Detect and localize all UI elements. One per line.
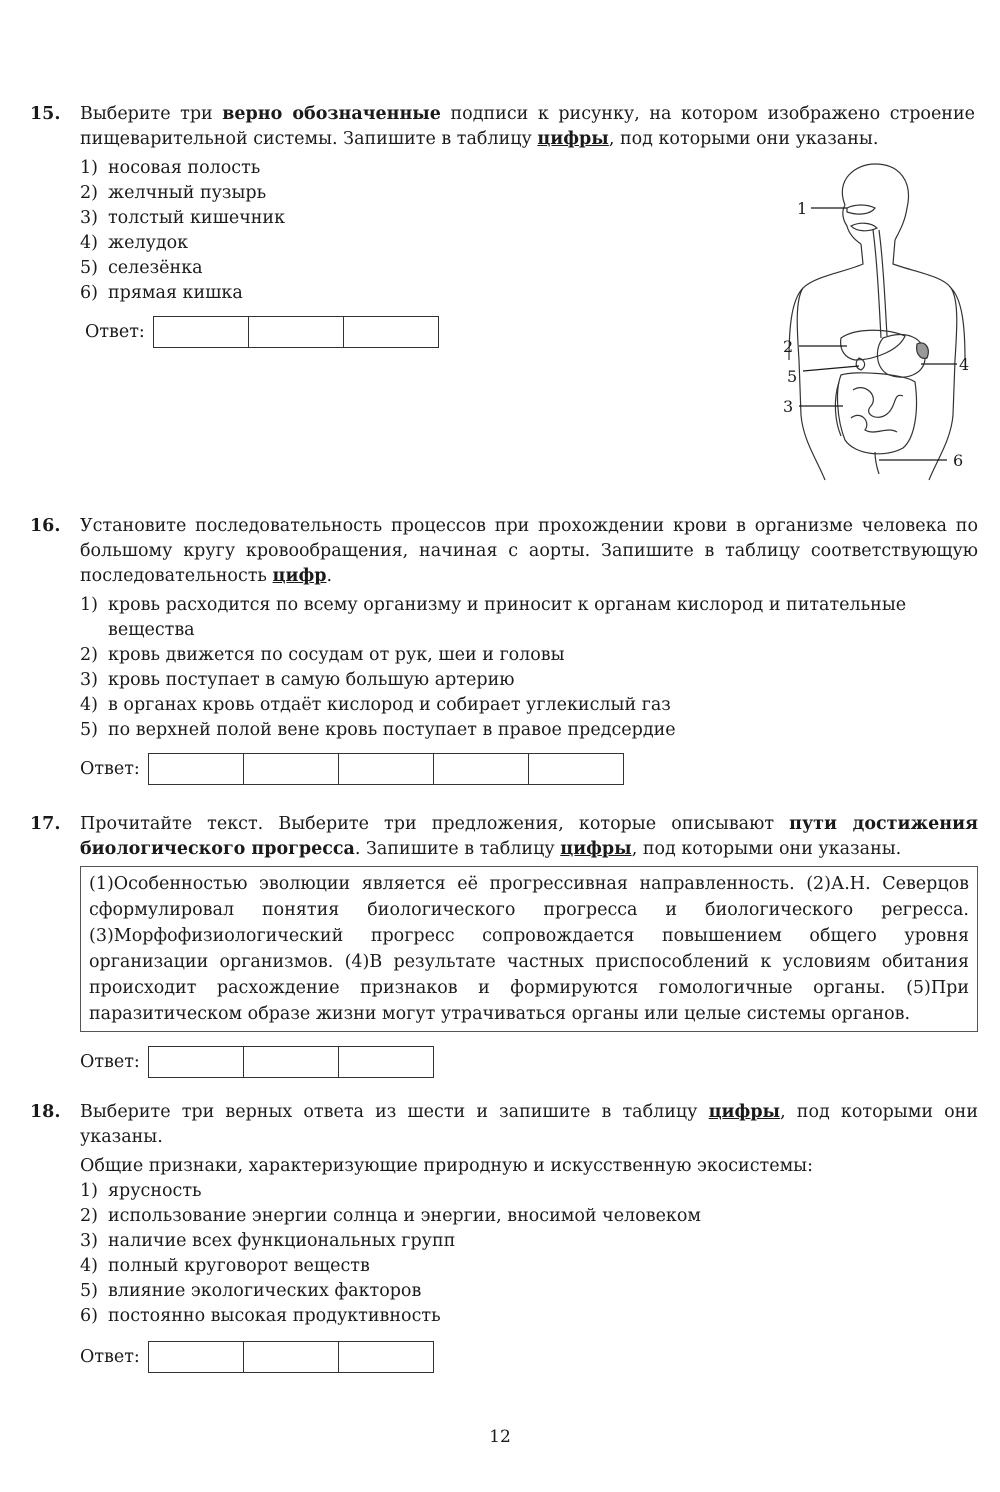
answer-cell[interactable]	[244, 1342, 339, 1372]
list-item	[80, 1229, 978, 1254]
list-item	[80, 1179, 978, 1204]
option-text: в органах кровь отдаёт кислород и собирает углекислый газ	[108, 695, 671, 715]
intro-text: Выберите три	[80, 104, 223, 124]
option-number: 4)	[80, 233, 98, 253]
figure-label-3: 3	[783, 397, 794, 416]
option-number: 2)	[80, 183, 98, 203]
question-17	[30, 812, 978, 1078]
intro-text: подписи к рисунку, на котором изображено строение пищеварительной системы. Запишите в таблицу	[80, 104, 975, 149]
page-number: 12	[489, 1427, 511, 1447]
option-text: наличие всех функциональных групп	[108, 1231, 456, 1251]
intro-text: , под которыми они указаны.	[608, 129, 879, 149]
answer-cell[interactable]	[249, 317, 344, 347]
figure-label-2: 2	[783, 337, 794, 356]
option-text: кровь поступает в самую большую артерию	[108, 670, 515, 690]
answer-cell[interactable]	[339, 1047, 433, 1077]
question-number: 17.	[30, 814, 61, 834]
question-18	[30, 1100, 978, 1373]
option-number: 3)	[80, 670, 98, 690]
answer-cell[interactable]	[149, 1047, 244, 1077]
option-number: 3)	[80, 208, 98, 228]
list-item	[80, 1304, 978, 1329]
option-number: 4)	[80, 695, 98, 715]
option-text: желудок	[108, 233, 189, 253]
figure-label-1: 1	[797, 199, 808, 218]
option-text: прямая кишка	[108, 283, 243, 303]
question-text	[80, 102, 975, 152]
answer-label: Ответ:	[85, 321, 145, 342]
reading-text-box: (1)Особенностью эволюции является её прогрессивная направленность. (2)А.Н. Северцов сформулировал понятия биологического прогресса и биологического регресса. (3)Морфофизиологический прогресс сопровождается повышением общего уровня организации организмов. (4)В результате частных приспособлений к условиям обитания происходит расхождение признаков и формируются гомологичные органы. (5)При паразитическом образе жизни могут утрачиваться органы или целые системы органов.	[80, 866, 978, 1032]
option-text: влияние экологических факторов	[108, 1281, 422, 1301]
option-text: толстый кишечник	[108, 208, 286, 228]
intro-underlined: цифр	[272, 566, 327, 586]
answer-cell[interactable]	[529, 754, 623, 784]
list-item	[80, 1204, 978, 1229]
option-number: 2)	[80, 1206, 98, 1226]
question-subtitle: Общие признаки, характеризующие природную и искусственную экосистемы:	[80, 1156, 814, 1176]
options-list	[80, 593, 978, 743]
option-text: кровь движется по сосудам от рук, шеи и головы	[108, 645, 565, 665]
figure-label-6: 6	[953, 451, 964, 470]
option-text: постоянно высокая продуктивность	[108, 1306, 441, 1326]
intro-underlined: цифры	[708, 1102, 781, 1122]
answer-cell[interactable]	[244, 1047, 339, 1077]
intro-underlined: цифры	[537, 129, 609, 149]
intro-bold: верно обозначенные	[222, 104, 441, 124]
intro-underlined: цифры	[560, 839, 632, 859]
answer-cell[interactable]	[344, 317, 438, 347]
answer-cell[interactable]	[339, 754, 434, 784]
question-16	[30, 514, 978, 785]
intro-text: . Запишите в таблицу	[354, 839, 561, 859]
figure-label-4: 4	[959, 355, 970, 374]
intro-bold: пути достижения биологического прогресса	[80, 814, 979, 859]
option-number: 6)	[80, 283, 98, 303]
question-text	[80, 1100, 978, 1150]
intro-text: .	[326, 566, 333, 586]
option-number: 1)	[80, 595, 98, 615]
list-item	[80, 718, 978, 743]
option-text: кровь расходится по всему организму и приносит к органам кислород и питательные вещества	[108, 595, 907, 640]
options-list	[80, 1179, 978, 1329]
list-item	[80, 593, 978, 643]
option-number: 3)	[80, 1231, 98, 1251]
question-number: 15.	[30, 104, 61, 124]
answer-label: Ответ:	[80, 758, 140, 779]
digestive-system-figure	[775, 160, 975, 490]
option-number: 5)	[80, 258, 98, 278]
answer-cell[interactable]	[149, 754, 244, 784]
answer-table	[148, 1341, 434, 1373]
intro-text: , под которыми они указаны.	[631, 839, 902, 859]
list-item	[80, 1254, 978, 1279]
answer-label: Ответ:	[80, 1346, 140, 1367]
intro-text: , под которыми они указаны.	[80, 1102, 979, 1147]
list-item	[80, 1279, 978, 1304]
answer-cell[interactable]	[434, 754, 529, 784]
option-number: 5)	[80, 1281, 98, 1301]
option-text: селезёнка	[108, 258, 203, 278]
option-number: 4)	[80, 1256, 98, 1276]
answer-cell[interactable]	[149, 1342, 244, 1372]
answer-cell[interactable]	[244, 754, 339, 784]
answer-cell[interactable]	[339, 1342, 433, 1372]
answer-table	[153, 316, 439, 348]
intro-text: Прочитайте текст. Выберите три предложения, которые описывают	[80, 814, 790, 834]
option-text: желчный пузырь	[108, 183, 267, 203]
question-text	[80, 514, 978, 589]
answer-cell[interactable]	[154, 317, 249, 347]
question-number: 18.	[30, 1102, 61, 1122]
option-text: ярусность	[108, 1181, 202, 1201]
option-number: 1)	[80, 158, 98, 178]
list-item	[80, 693, 978, 718]
intro-text: Выберите три верных ответа из шести и запишите в таблицу	[80, 1102, 709, 1122]
option-number: 2)	[80, 645, 98, 665]
option-number: 6)	[80, 1306, 98, 1326]
option-text: использование энергии солнца и энергии, вносимой человеком	[108, 1206, 702, 1226]
option-number: 1)	[80, 1181, 98, 1201]
answer-table	[148, 1046, 434, 1078]
option-number: 5)	[80, 720, 98, 740]
answer-label: Ответ:	[80, 1051, 140, 1072]
intro-text: Установите последовательность процессов при прохождении крови в организме человека по большому кругу кровообращения, начиная с аорты. Запишите в таблицу соответствующую последовательность	[80, 516, 978, 586]
answer-row	[80, 1341, 978, 1373]
list-item	[80, 643, 978, 668]
question-number: 16.	[30, 516, 61, 536]
option-text: носовая полость	[108, 158, 261, 178]
option-text: полный круговорот веществ	[108, 1256, 370, 1276]
question-text	[80, 812, 978, 862]
option-text: по верхней полой вене кровь поступает в правое предсердие	[108, 720, 676, 740]
answer-table	[148, 753, 624, 785]
list-item	[80, 668, 978, 693]
figure-label-5: 5	[787, 367, 798, 386]
answer-row	[80, 1046, 978, 1078]
answer-row	[80, 753, 978, 785]
